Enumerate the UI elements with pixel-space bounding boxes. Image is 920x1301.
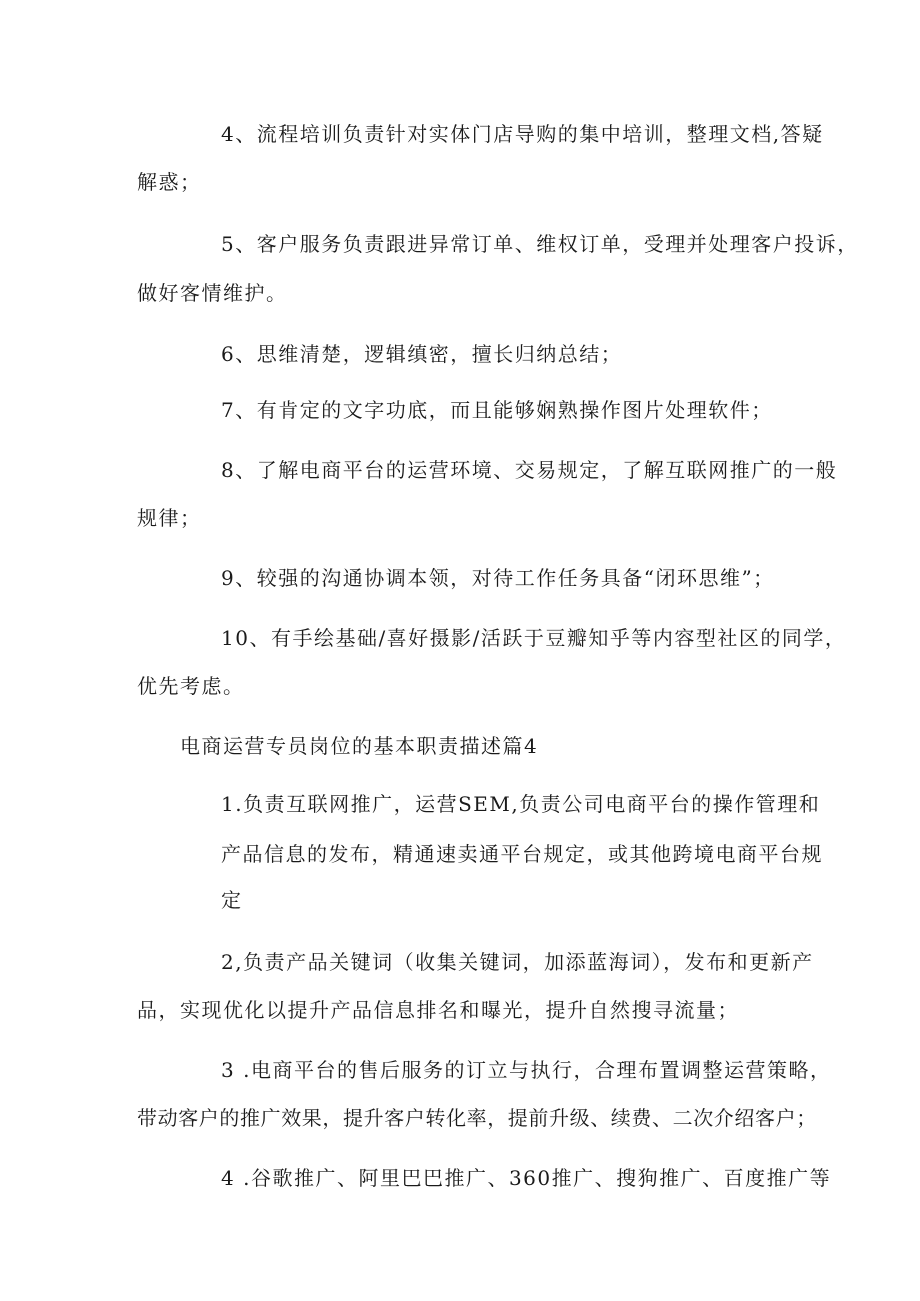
section-heading: 电商运营专员岗位的基本职责描述篇4 bbox=[180, 734, 539, 758]
paragraph-4-line-2: 解惑； bbox=[137, 170, 202, 194]
paragraph-9: 9、较强的沟通协调本领，对待工作任务具备“闭环思维”； bbox=[221, 566, 775, 590]
item-1-line-2: 产品信息的发布，精通速卖通平台规定，或其他跨境电商平台规 bbox=[221, 842, 823, 866]
paragraph-10-line-1: 10、有手绘基础/喜好摄影/活跃于豆瓣知乎等内容型社区的同学， bbox=[221, 626, 847, 650]
paragraph-8-line-1: 8、了解电商平台的运营环境、交易规定，了解互联网推广的一般 bbox=[221, 458, 838, 482]
paragraph-10-line-2: 优先考虑。 bbox=[137, 674, 245, 698]
paragraph-7: 7、有肯定的文字功底，而且能够娴熟操作图片处理软件； bbox=[221, 398, 773, 422]
item-3-line-2: 带动客户的推广效果，提升客户转化率，提前升级、续费、二次介绍客户； bbox=[137, 1106, 817, 1130]
item-3-line-1: 3 .电商平台的售后服务的订立与执行，合理布置调整运营策略， bbox=[221, 1058, 832, 1082]
item-1-line-3: 定 bbox=[221, 888, 243, 912]
paragraph-5-line-1: 5、客户服务负责跟进异常订单、维权订单，受理并处理客户投诉， bbox=[221, 232, 859, 256]
item-2-line-1: 2,负责产品关键词（收集关键词，加添蓝海词），发布和更新产 bbox=[221, 950, 814, 974]
paragraph-8-line-2: 规律； bbox=[137, 506, 202, 530]
item-2-line-2: 品，实现优化以提升产品信息排名和曝光，提升自然搜寻流量； bbox=[137, 998, 739, 1022]
item-1-line-1: 1.负责互联网推广，运营SEM,负责公司电商平台的操作管理和 bbox=[221, 792, 821, 816]
paragraph-6: 6、思维清楚，逻辑缜密，擅长归纳总结； bbox=[221, 342, 623, 366]
paragraph-4-line-1: 4、流程培训负责针对实体门店导购的集中培训，整理文档,答疑 bbox=[221, 122, 824, 146]
item-4-line-1: 4 .谷歌推广、阿里巴巴推广、360推广、搜狗推广、百度推广等 bbox=[221, 1166, 832, 1190]
paragraph-5-line-2: 做好客情维护。 bbox=[137, 281, 288, 305]
